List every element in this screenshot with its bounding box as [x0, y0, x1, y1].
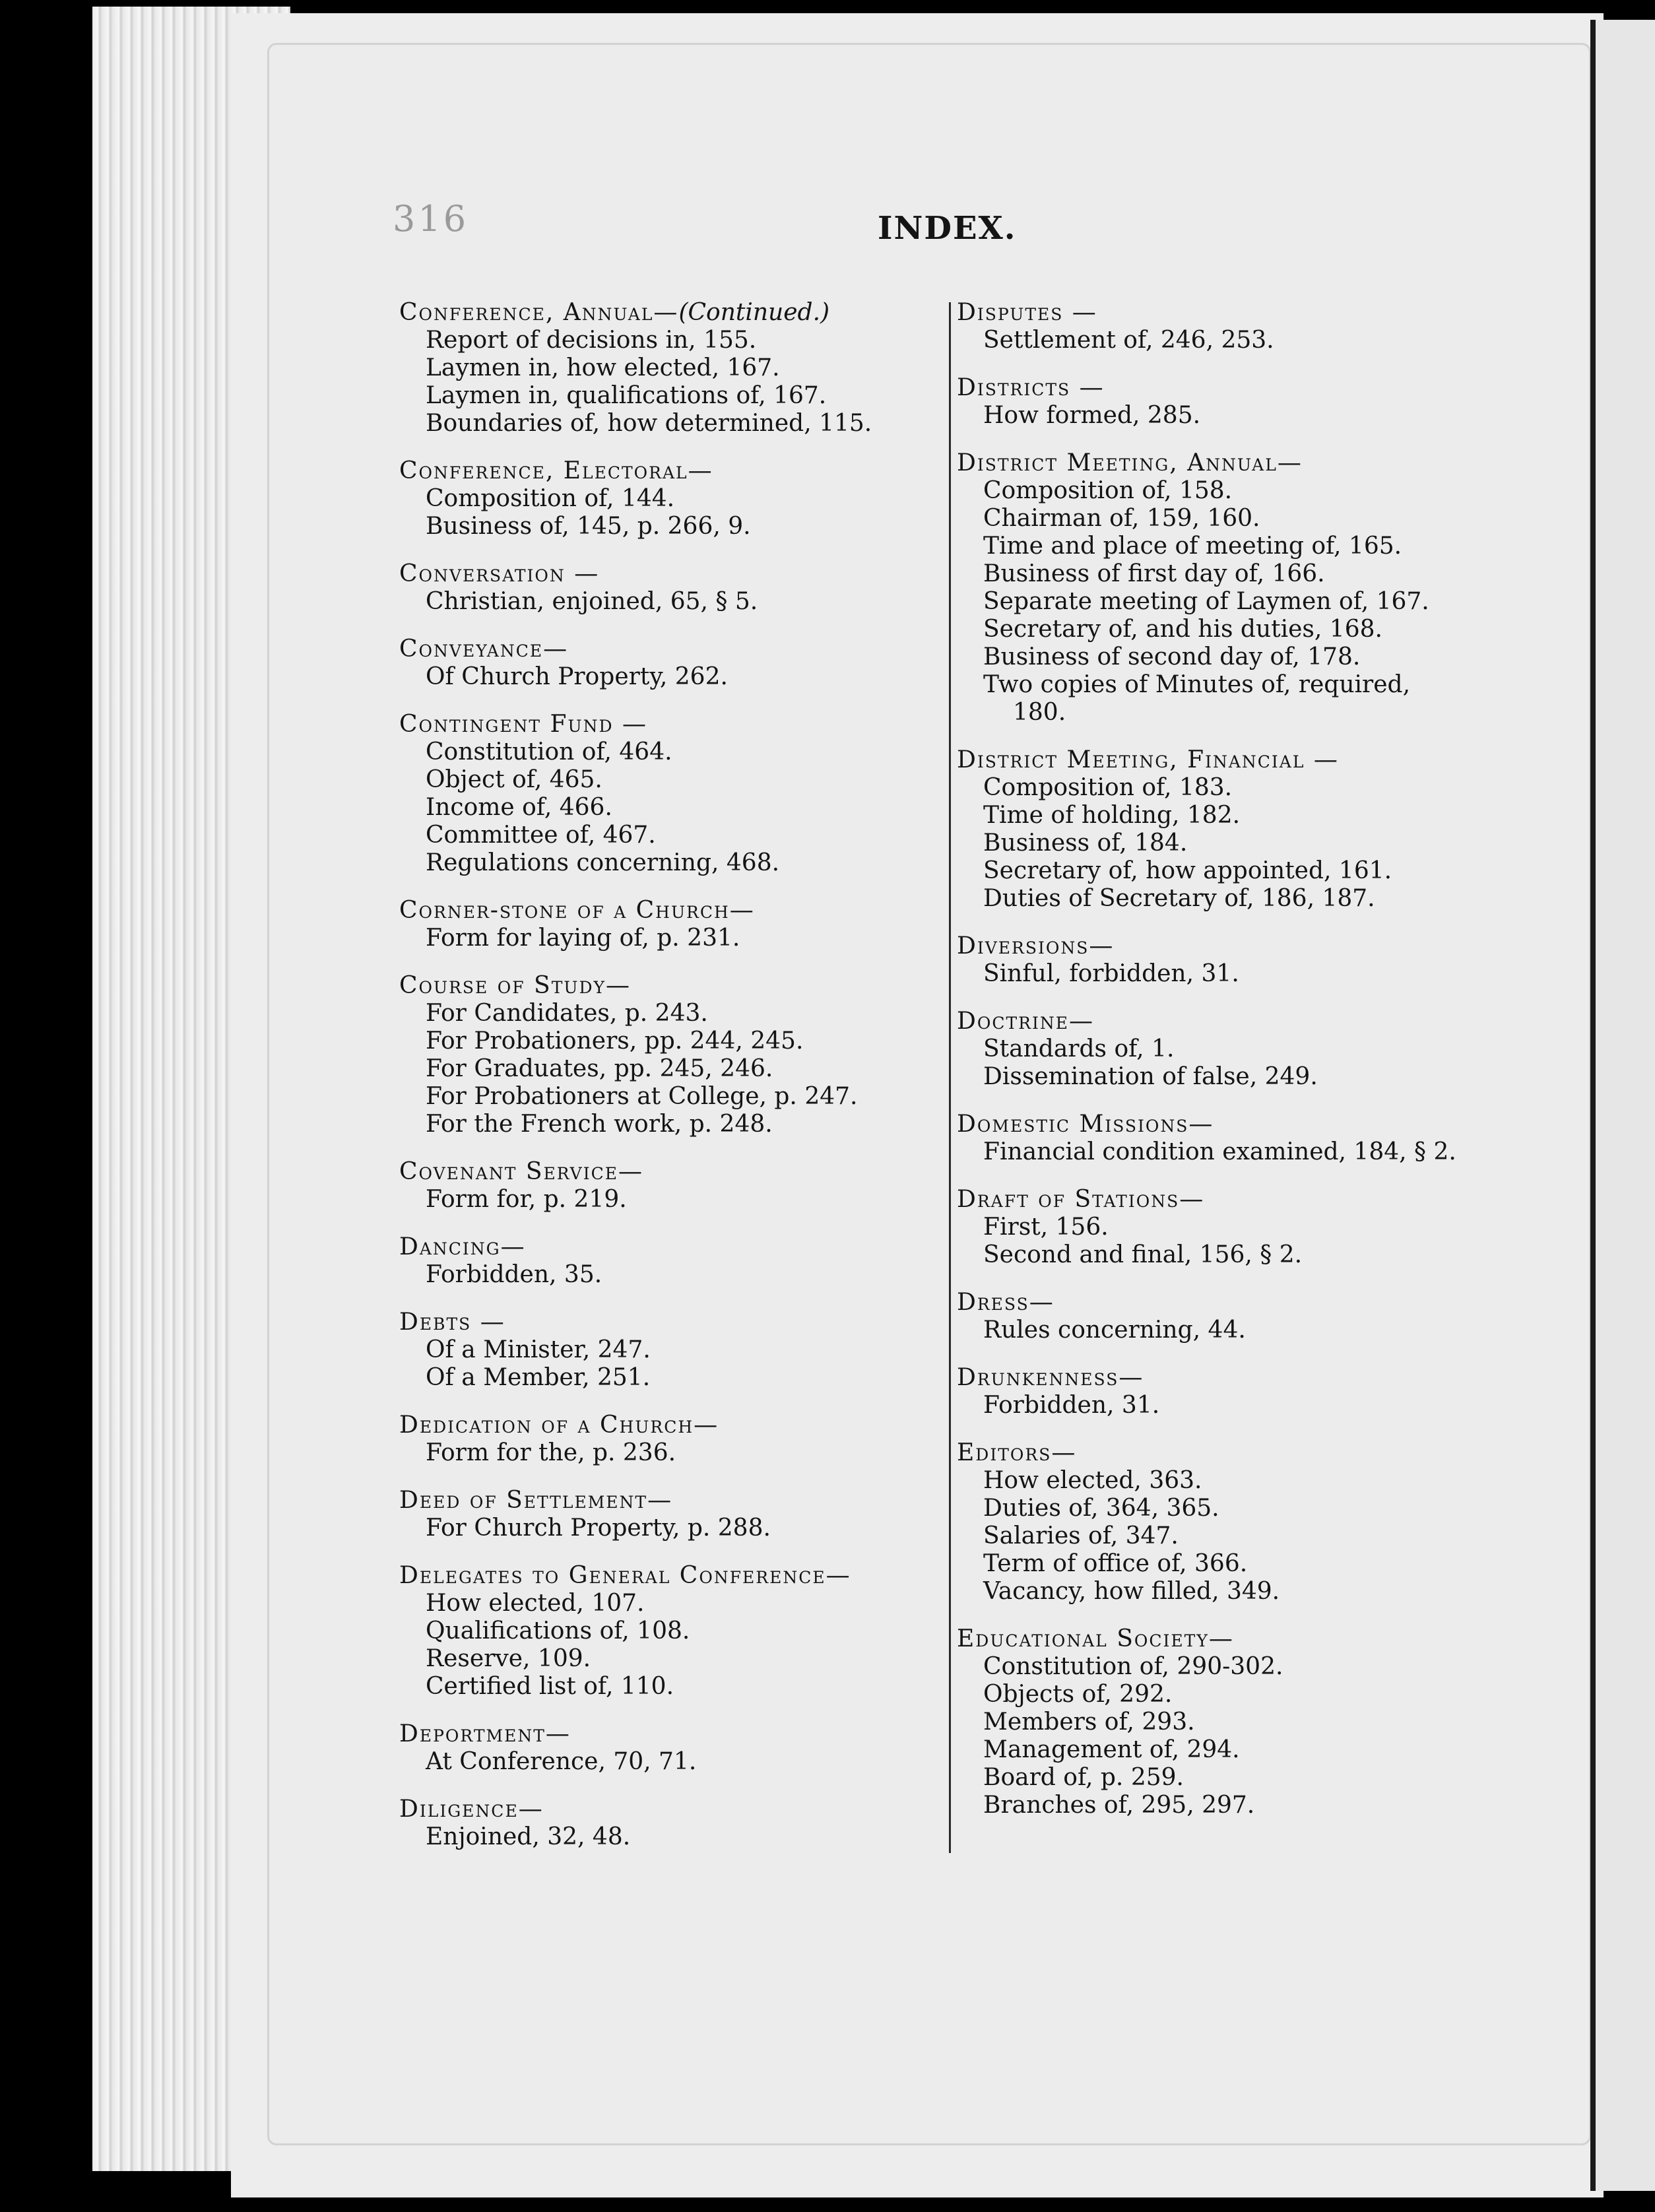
index-heading-text: Districts —	[957, 374, 1105, 401]
running-head: INDEX.	[878, 210, 1017, 247]
index-subentry: Time and place of meeting of, 165.	[983, 533, 1402, 560]
index-subentry: Composition of, 183.	[983, 774, 1233, 801]
index-subentry: For Graduates, pp. 245, 246.	[426, 1055, 773, 1082]
index-subentry: Boundaries of, how determined, 115.	[426, 410, 872, 437]
index-heading-text: Dedication of a Church—	[399, 1412, 719, 1439]
index-heading-text: District Meeting, Annual—	[957, 449, 1303, 476]
index-subentry: Management of, 294.	[983, 1736, 1240, 1763]
book-gutter	[1590, 20, 1596, 2191]
index-entry	[957, 1111, 1505, 1166]
index-subentry: Constitution of, 464.	[426, 738, 672, 765]
index-heading-text: Diversions—	[957, 932, 1115, 960]
index-heading	[399, 1412, 940, 1439]
index-subentry: Constitution of, 290-302.	[983, 1653, 1283, 1680]
index-subentry: Object of, 465.	[426, 766, 602, 793]
index-heading	[957, 1364, 1505, 1392]
index-entry	[399, 299, 940, 438]
index-subentry: Form for laying of, p. 231.	[426, 925, 740, 952]
index-heading-text: Course of Study—	[399, 972, 631, 999]
index-heading	[957, 1008, 1505, 1035]
index-entry	[957, 1625, 1505, 1819]
index-entry	[399, 560, 940, 616]
index-subentry: Forbidden, 35.	[426, 1261, 602, 1288]
index-heading	[957, 1111, 1505, 1138]
index-subentry: For the French work, p. 248.	[426, 1111, 773, 1138]
index-subentry: For Probationers at College, p. 247.	[426, 1083, 858, 1110]
index-heading	[957, 1289, 1505, 1317]
index-subentry: Salaries of, 347.	[983, 1522, 1179, 1549]
index-subentry: Standards of, 1.	[983, 1035, 1175, 1062]
index-heading-text: Doctrine—	[957, 1008, 1094, 1035]
index-column-left	[399, 299, 940, 1871]
index-subentry: Laymen in, qualifications of, 167.	[426, 382, 827, 409]
index-heading-text: Domestic Missions—	[957, 1111, 1214, 1138]
index-heading-text: Debts —	[399, 1309, 505, 1336]
index-subentry: Business of second day of, 178.	[983, 643, 1361, 670]
index-subentry: Time of holding, 182.	[983, 802, 1241, 829]
index-heading-text: Conference, Electoral—	[399, 457, 713, 484]
page-number: 316	[393, 198, 469, 240]
facing-page-edge	[1596, 20, 1655, 2191]
index-heading-text: District Meeting, Financial —	[957, 746, 1339, 773]
index-subentry: At Conference, 70, 71.	[426, 1748, 697, 1775]
index-subentry: Business of, 184.	[983, 830, 1188, 857]
index-subentry: For Probationers, pp. 244, 245.	[426, 1027, 804, 1055]
index-heading-text: Educational Society—	[957, 1625, 1234, 1652]
index-subentry: Enjoined, 32, 48.	[426, 1823, 631, 1850]
index-heading	[399, 1158, 940, 1186]
index-heading	[399, 1720, 940, 1748]
index-heading-text: Conversation —	[399, 560, 600, 587]
index-heading	[399, 897, 940, 925]
index-subentry: How elected, 107.	[426, 1590, 645, 1617]
index-subentry: Composition of, 158.	[983, 477, 1233, 504]
index-entry	[399, 711, 940, 877]
index-heading	[399, 711, 940, 738]
index-heading-text: Conference, Annual—	[399, 299, 679, 326]
index-subentry: Committee of, 467.	[426, 822, 656, 849]
index-heading	[957, 1625, 1505, 1653]
index-subentry: Form for, p. 219.	[426, 1186, 627, 1213]
index-entry	[399, 457, 940, 540]
index-entry	[399, 635, 940, 691]
index-heading	[957, 299, 1505, 327]
index-heading	[399, 1562, 940, 1590]
index-heading-text: Draft of Stations—	[957, 1186, 1205, 1213]
index-subentry: Members of, 293.	[983, 1708, 1195, 1736]
index-entry	[399, 1158, 940, 1214]
index-subentry: Form for the, p. 236.	[426, 1439, 676, 1466]
index-entry	[957, 1186, 1505, 1269]
index-subentry: Duties of Secretary of, 186, 187.	[983, 885, 1375, 912]
index-subentry: For Church Property, p. 288.	[426, 1514, 771, 1542]
index-heading-text: Diligence—	[399, 1796, 544, 1823]
index-entry	[957, 1364, 1505, 1419]
index-subentry: Of a Member, 251.	[426, 1364, 651, 1391]
index-heading	[399, 972, 940, 1000]
index-heading-text: Disputes —	[957, 299, 1097, 326]
index-subentry: Two copies of Minutes of, required,	[983, 671, 1411, 698]
index-entry	[399, 1412, 940, 1467]
index-heading-text: Conveyance—	[399, 635, 569, 663]
index-subentry: Certified list of, 110.	[426, 1673, 674, 1700]
index-entry	[399, 897, 940, 952]
index-heading	[957, 1186, 1505, 1214]
index-heading-text: Deportment—	[399, 1720, 571, 1747]
index-subentry: Christian, enjoined, 65, § 5.	[426, 588, 758, 615]
index-column-right	[957, 299, 1505, 1839]
index-heading	[957, 746, 1505, 774]
index-entry	[399, 972, 940, 1138]
index-subentry: First, 156.	[983, 1214, 1109, 1241]
index-subentry: Reserve, 109.	[426, 1645, 591, 1672]
index-subentry: How formed, 285.	[983, 402, 1201, 429]
index-heading-text: Delegates to General Conference—	[399, 1562, 851, 1589]
index-heading-text: Editors—	[957, 1439, 1077, 1466]
index-subentry: Secretary of, and his duties, 168.	[983, 616, 1382, 643]
index-subentry: Qualifications of, 108.	[426, 1617, 690, 1644]
index-subentry: Board of, p. 259.	[983, 1764, 1184, 1791]
index-subentry: Laymen in, how elected, 167.	[426, 354, 780, 381]
index-subentry: Regulations concerning, 468.	[426, 849, 780, 876]
index-heading	[399, 299, 940, 327]
index-subentry: Separate meeting of Laymen of, 167.	[983, 588, 1429, 615]
index-entry	[399, 1796, 940, 1851]
index-entry	[399, 1487, 940, 1542]
index-subentry: Income of, 466.	[426, 794, 612, 821]
index-heading	[399, 1487, 940, 1514]
index-subentry: Dissemination of false, 249.	[983, 1063, 1318, 1090]
index-subentry: Secretary of, how appointed, 161.	[983, 857, 1392, 884]
index-entry	[399, 1562, 940, 1701]
index-heading-text: Dress—	[957, 1289, 1055, 1316]
index-subentry: Business of first day of, 166.	[983, 560, 1325, 587]
index-heading-text: Drunkenness—	[957, 1364, 1144, 1391]
index-subentry: Rules concerning, 44.	[983, 1317, 1246, 1344]
index-heading	[957, 449, 1505, 477]
index-subentry: Report of decisions in, 155.	[426, 327, 757, 354]
index-heading-text: Covenant Service—	[399, 1158, 643, 1185]
index-heading	[957, 374, 1505, 402]
index-heading	[399, 1796, 940, 1823]
index-entry	[957, 1289, 1505, 1344]
index-subentry: Forbidden, 31.	[983, 1392, 1160, 1419]
index-entry	[957, 932, 1505, 988]
index-entry	[399, 1233, 940, 1289]
index-subentry: Of a Minister, 247.	[426, 1336, 651, 1363]
index-subentry: Financial condition examined, 184, § 2.	[983, 1138, 1456, 1165]
index-subentry-continuation: 180.	[1013, 699, 1066, 726]
index-subentry: Second and final, 156, § 2.	[983, 1241, 1303, 1268]
index-heading	[399, 1309, 940, 1336]
index-heading-note: (Continued.)	[678, 299, 830, 326]
index-subentry: Composition of, 144.	[426, 485, 675, 512]
index-heading	[957, 1439, 1505, 1467]
index-heading	[399, 457, 940, 485]
index-heading	[399, 1233, 940, 1261]
index-entry	[957, 1008, 1505, 1091]
index-heading-text: Corner-stone of a Church—	[399, 897, 755, 924]
index-subentry: Of Church Property, 262.	[426, 663, 728, 690]
index-subentry: Chairman of, 159, 160.	[983, 505, 1260, 532]
index-heading-text: Deed of Settlement—	[399, 1487, 673, 1514]
index-entry	[957, 449, 1505, 727]
index-entry	[399, 1309, 940, 1392]
index-entry	[957, 299, 1505, 354]
index-subentry: Duties of, 364, 365.	[983, 1495, 1219, 1522]
index-subentry: Sinful, forbidden, 31.	[983, 960, 1239, 987]
index-subentry: Objects of, 292.	[983, 1681, 1173, 1708]
index-heading-text: Contingent Fund —	[399, 711, 647, 738]
index-entry	[957, 1439, 1505, 1606]
index-entry	[957, 374, 1505, 430]
index-entry	[399, 1720, 940, 1776]
index-subentry: Vacancy, how filled, 349.	[983, 1578, 1280, 1605]
column-rule	[949, 302, 951, 1853]
index-subentry: For Candidates, p. 243.	[426, 1000, 708, 1027]
index-subentry: Branches of, 295, 297.	[983, 1792, 1255, 1819]
index-heading	[399, 635, 940, 663]
index-heading	[957, 932, 1505, 960]
index-heading	[399, 560, 940, 588]
index-subentry: Business of, 145, p. 266, 9.	[426, 513, 751, 540]
index-subentry: Term of office of, 366.	[983, 1550, 1248, 1577]
index-heading-text: Dancing—	[399, 1233, 526, 1260]
index-entry	[957, 746, 1505, 913]
index-subentry: Settlement of, 246, 253.	[983, 327, 1274, 354]
index-subentry: How elected, 363.	[983, 1467, 1202, 1494]
